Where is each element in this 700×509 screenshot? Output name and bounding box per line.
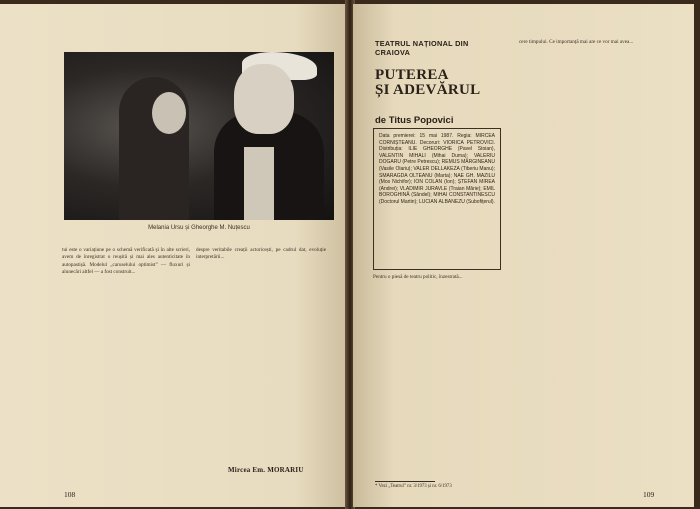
theatre-heading: TEATRUL NAȚIONAL DIN CRAIOVA xyxy=(375,39,469,57)
footnote: * Vezi „Teatrul” nr. 3/1973 și nr. 6/1973 xyxy=(375,484,452,489)
left-article-column-2 xyxy=(196,247,326,459)
right-page xyxy=(353,4,694,507)
page-number-right: 109 xyxy=(643,490,655,499)
left-col2-text: desprе veritabile creații actoricești, pe cadrul dat, evoluție interpretării... xyxy=(196,247,326,261)
left-article-column-1 xyxy=(62,247,190,483)
credits-box xyxy=(373,128,501,270)
left-col1-text: tui este o variațiune pe o schemă verificată și în alte scrieri, avem de înregistrat o reușită și mai ales autenticitate în autopastișă. Modelul „caruselului optimist” — fluxuri și alunecări altfel — a fost construit... xyxy=(62,247,190,275)
play-title xyxy=(375,68,495,98)
actor-shirt xyxy=(244,147,274,220)
right-article-column-1 xyxy=(373,274,503,474)
footnote-rule xyxy=(375,481,435,482)
article-signature: Mircea Em. MORARIU xyxy=(228,466,304,474)
production-photo xyxy=(64,52,334,220)
play-author: de Titus Popovici xyxy=(375,115,454,126)
play-title-line-1: PUTEREA xyxy=(375,67,449,83)
actor-face xyxy=(234,64,294,134)
credits-text: Data premierei: 15 mai 1987. Regia: MIRCEA CORNIȘTEANU. Decoruri: VIORICA PETROVICI. Distribuția: ILIE GHEORGHE (Pavel Stoian), VALENTIN MIHALI (Mihai Duma); VALERIU DOGARU (Petre Petrescu); REMUS MĂRGINEANU (Vasile Olariu); VALER DELLAKEZA (Tiberiu Manu); SMARAGDA OLTEANU (Marta); NAE GH. MAZILU (Mos Nichifor); ION COLAN (Ion); ȘTEFAN MIREA (Andrei); VLADIMIR JURAVLE (Traian Mărie); EMIL BOROGHINĂ (Săndel); MIHAI CONSTANTINESCU (Doctorul Martin); LUCIAN ALBANEZU (Subofițerul). xyxy=(379,133,495,205)
left-page xyxy=(0,4,347,507)
photo-caption: Melania Ursu și Gheorghe M. Nuțescu xyxy=(148,225,250,231)
right-col1-text: Pentru o piesă de teatru politic, înzestrată... xyxy=(373,274,463,280)
actress-face xyxy=(152,92,186,134)
page-number-left: 108 xyxy=(64,490,76,499)
right-article-column-2 xyxy=(519,39,667,487)
play-title-line-2: ȘI ADEVĂRUL xyxy=(375,82,481,98)
right-col2-text: cere timpului. Ce importanță mai are ce vor mai avea... xyxy=(519,39,634,45)
